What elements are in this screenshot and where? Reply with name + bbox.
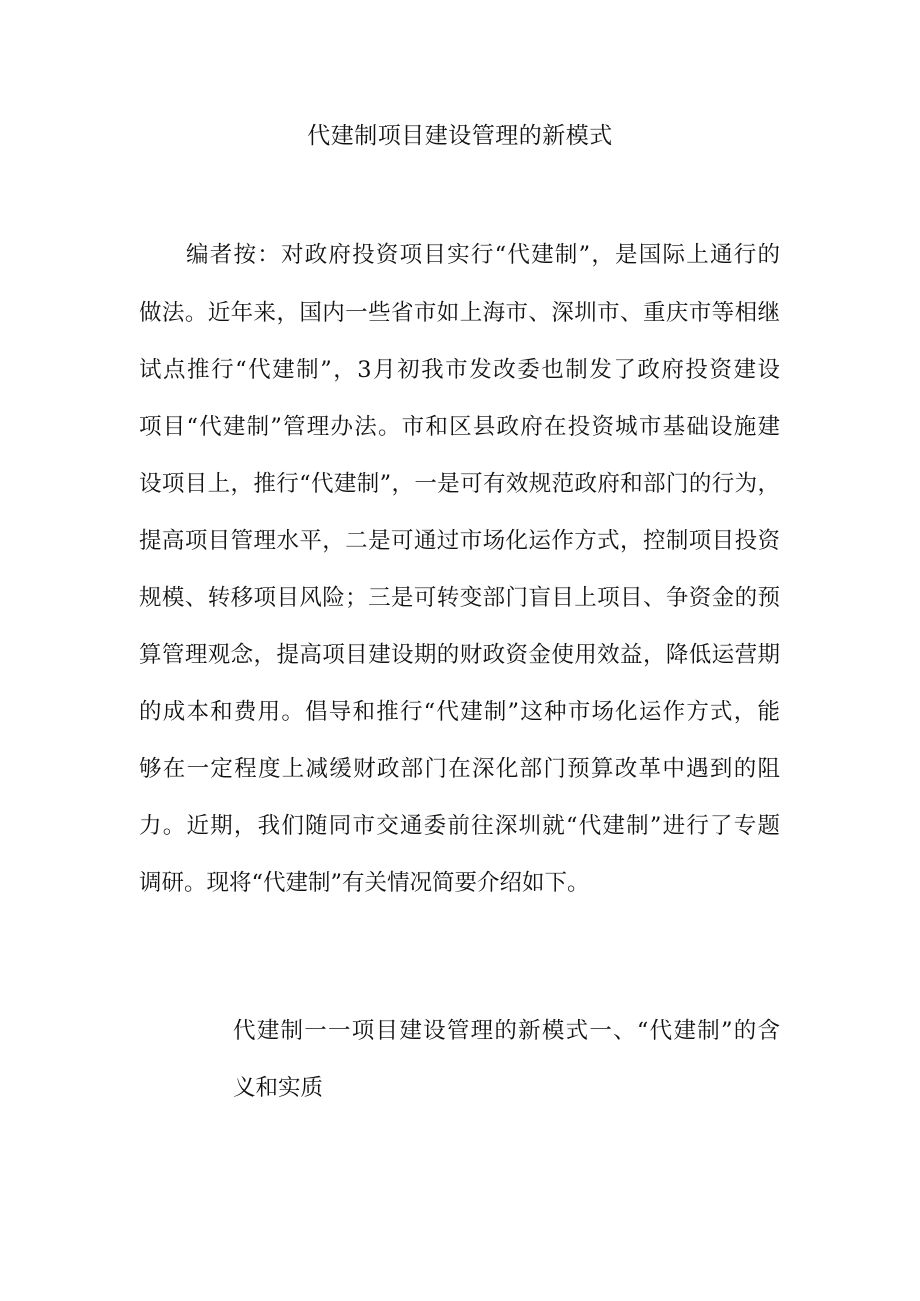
paragraph-line-text: 力。近期，我们随同市交通委前往深圳就“代建制”进行了专题 [139,813,780,839]
paragraph-line-text: 够在一定程度上减缓财政部门在深化部门预算改革中遇到的阻 [139,756,780,782]
paragraph-line-text: 项目“代建制”管理办法。市和区县政府在投资城市基础设施建 [139,414,780,440]
paragraph-line-text: 的成本和费用。倡导和推行“代建制”这种市场化运作方式，能 [139,699,780,725]
paragraph-line-text: 规模、转移项目风险；三是可转变部门盲目上项目、争资金的预 [139,585,780,611]
paragraph-line-text: 试点推行“代建制”，3月初我市发改委也制发了政府投资建设 [139,357,780,383]
section-heading-line [233,1016,780,1046]
paragraph-line-text: 提高项目管理水平，二是可通过市场化运作方式，控制项目投资 [139,528,780,554]
section-heading-text: 义和实质 [233,1075,324,1101]
paragraph-line [139,583,780,613]
paragraph-line [139,355,780,385]
paragraph-line [139,298,780,328]
paragraph-line-text: 调研。现将“代建制”有关情况简要介绍如下。 [139,870,590,896]
paragraph-line [139,868,780,898]
paragraph-line [139,754,780,784]
paragraph-line-text: 编者按：对政府投资项目实行“代建制”，是国际上通行的 [186,242,780,268]
paragraph-line [139,469,780,499]
paragraph-line [139,640,780,670]
paragraph-line [139,811,780,841]
paragraph-line [139,526,780,556]
paragraph-line-text: 做法。近年来，国内一些省市如上海市、深圳市、重庆市等相继 [139,300,780,326]
paragraph-line [186,240,780,270]
document-title: 代建制项目建设管理的新模式 [307,123,613,149]
paragraph-line-text: 设项目上，推行“代建制”，一是可有效规范政府和部门的行为， [139,471,780,497]
paragraph-line [139,697,780,727]
section-heading-text: 代建制一一项目建设管理的新模式一、“代建制”的含 [233,1018,780,1044]
paragraph-line-text: 算管理观念，提高项目建设期的财政资金使用效益，降低运营期 [139,642,780,668]
section-heading-line [233,1073,780,1103]
paragraph-line [139,412,780,442]
